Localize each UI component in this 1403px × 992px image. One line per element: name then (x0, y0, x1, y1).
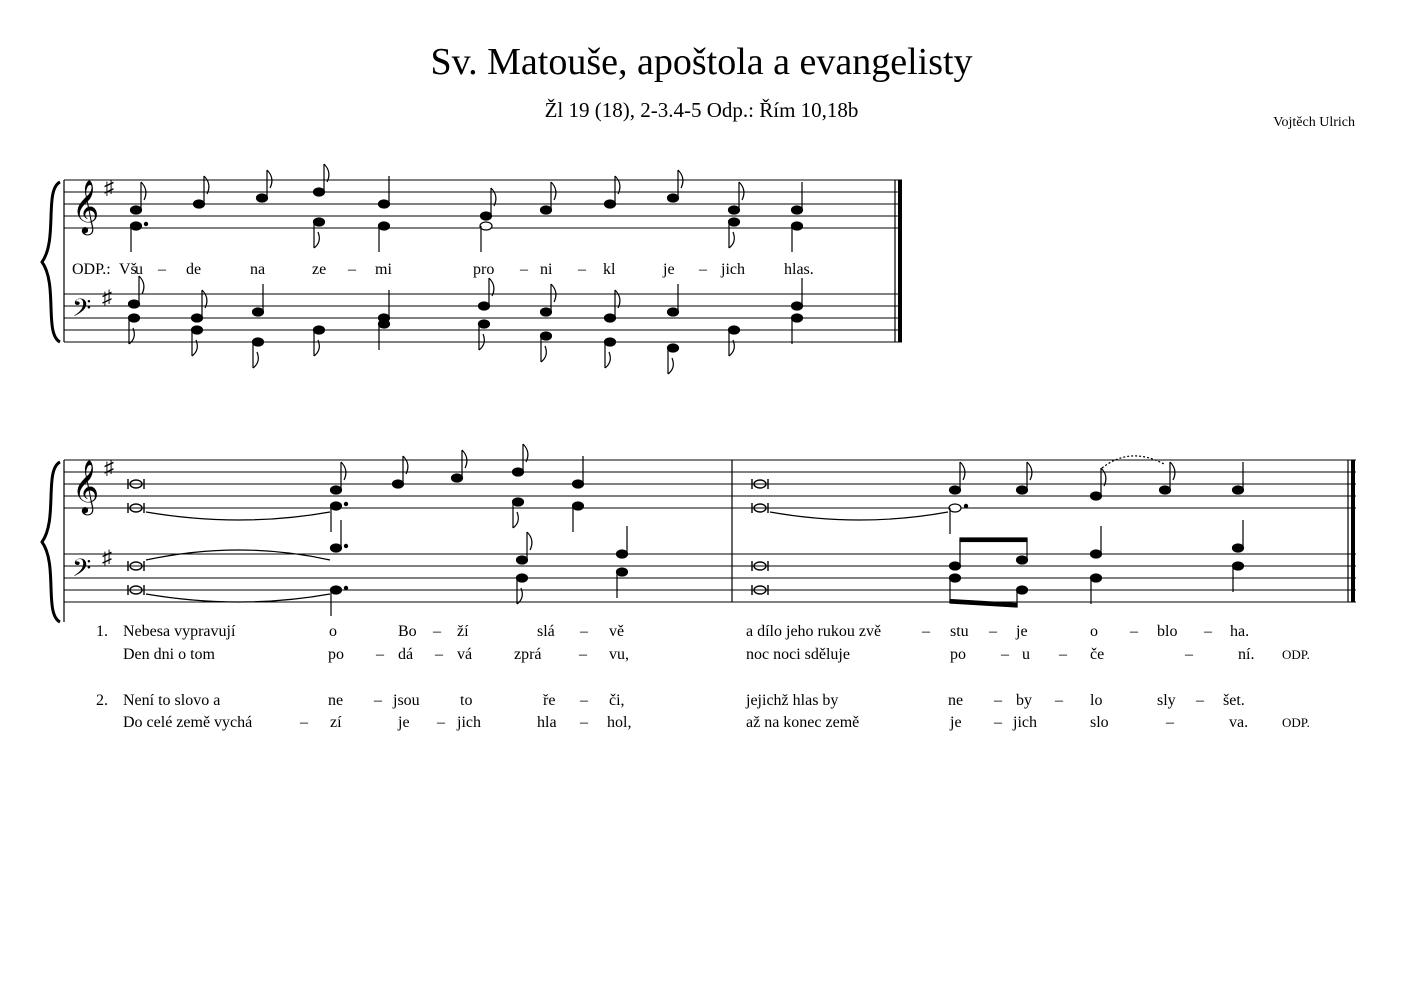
svg-text:zprá: zprá (514, 646, 542, 663)
svg-text:na: na (250, 261, 266, 278)
svg-text:–: – (578, 261, 586, 278)
verse-number: 1. (96, 623, 108, 640)
system-2 (42, 460, 1356, 622)
verse-1 (96, 623, 1310, 663)
svg-text:ží: ží (457, 623, 469, 640)
svg-text:va.: va. (1229, 714, 1249, 731)
bass-clef-icon: 𝄢 (72, 294, 92, 329)
brace (42, 182, 60, 342)
sharp-icon: ♯ (102, 547, 112, 569)
svg-text:u: u (1022, 646, 1030, 663)
svg-text:Není to slovo a: Není to slovo a (123, 692, 221, 709)
notes-treble-2 (331, 444, 1244, 534)
svg-text:–: – (994, 714, 1002, 731)
page-title: Sv. Matouše, apoštola a evangelisty (430, 41, 973, 83)
svg-text:–: – (1130, 623, 1138, 640)
svg-text:–: – (433, 623, 441, 640)
verse-number: 2. (96, 692, 108, 709)
svg-text:šet.: šet. (1223, 692, 1245, 709)
svg-text:–: – (580, 692, 588, 709)
treble-staff-1 (64, 180, 902, 228)
svg-text:–: – (1055, 692, 1063, 709)
svg-text:–: – (1196, 692, 1204, 709)
svg-text:–: – (994, 692, 1002, 709)
sharp-icon: ♯ (102, 287, 112, 309)
bass-staff-2 (64, 554, 1356, 602)
svg-text:mi: mi (375, 261, 392, 278)
svg-text:–: – (580, 623, 588, 640)
brace (42, 462, 60, 622)
psalm-reference: Žl 19 (18), 2-3.4-5 Odp.: Řím 10,18b (544, 98, 859, 122)
treble-clef-icon: 𝄞 (72, 179, 100, 233)
svg-text:–: – (1001, 646, 1009, 663)
svg-text:Bo: Bo (398, 623, 417, 640)
svg-text:–: – (699, 261, 707, 278)
notes-bass-upper-1 (129, 276, 803, 322)
svg-text:–: – (922, 623, 930, 640)
svg-text:hla: hla (537, 714, 557, 731)
svg-text:až na konec země: až na konec země (746, 714, 860, 731)
svg-text:o: o (1090, 623, 1098, 640)
composer-name: Vojtěch Ulrich (1273, 115, 1355, 130)
notes-bass-lower-1 (129, 314, 803, 374)
svg-text:jich: jich (1013, 714, 1037, 731)
response-label: ODP.: (72, 261, 111, 278)
ties (146, 456, 1164, 602)
svg-text:vá: vá (457, 646, 473, 663)
svg-text:–: – (989, 623, 997, 640)
svg-text:jsou: jsou (393, 692, 420, 709)
svg-text:vě: vě (609, 623, 625, 640)
svg-text:u: u (135, 261, 143, 278)
response-lyrics (72, 261, 814, 278)
svg-text:vu,: vu, (609, 646, 629, 663)
svg-text:Nebesa vypravují: Nebesa vypravují (123, 623, 236, 640)
svg-text:slo: slo (1090, 714, 1109, 731)
svg-text:je: je (1016, 623, 1028, 640)
svg-text:po: po (950, 646, 966, 663)
system-1 (42, 180, 902, 342)
svg-text:–: – (348, 261, 356, 278)
svg-text:dá: dá (398, 646, 414, 663)
sharp-icon: ♯ (104, 457, 114, 479)
svg-text:–: – (376, 646, 384, 663)
svg-text:zí: zí (330, 714, 342, 731)
svg-text:ne: ne (328, 692, 344, 709)
svg-text:–: – (1185, 646, 1193, 663)
svg-text:jich: jich (721, 261, 745, 278)
svg-text:jich: jich (457, 714, 481, 731)
treble-staff-2 (64, 460, 1356, 508)
svg-text:a dílo jeho rukou zvě: a dílo jeho rukou zvě (746, 623, 882, 640)
svg-text:ne: ne (948, 692, 964, 709)
svg-text:ře: ře (543, 692, 556, 709)
svg-text:či,: či, (609, 692, 625, 709)
svg-text:de: de (186, 261, 202, 278)
response-marker: ODP. (1282, 715, 1310, 730)
svg-text:jejichž hlas by: jejichž hlas by (746, 692, 839, 709)
svg-text:–: – (435, 646, 443, 663)
notes-treble-lower-1 (131, 218, 803, 252)
svg-text:blo: blo (1157, 623, 1178, 640)
bass-clef-icon: 𝄢 (72, 554, 92, 589)
svg-text:sly: sly (1157, 692, 1176, 709)
svg-text:–: – (374, 692, 382, 709)
svg-text:by: by (1016, 692, 1032, 709)
svg-text:je: je (950, 714, 962, 731)
svg-text:Den dni o tom: Den dni o tom (123, 646, 215, 663)
svg-text:po: po (328, 646, 344, 663)
svg-text:stu: stu (950, 623, 969, 640)
svg-text:–: – (580, 714, 588, 731)
svg-text:o: o (329, 623, 337, 640)
svg-text:–: – (1166, 714, 1174, 731)
svg-text:slá: slá (537, 623, 555, 640)
svg-text:ní.: ní. (1238, 646, 1255, 663)
svg-text:–: – (300, 714, 308, 731)
svg-text:hol,: hol, (607, 714, 632, 731)
svg-text:ze: ze (312, 261, 327, 278)
svg-text:–: – (579, 646, 587, 663)
svg-text:Do celé země vychá: Do celé země vychá (123, 714, 253, 731)
svg-text:ha.: ha. (1230, 623, 1250, 640)
svg-text:–: – (158, 261, 166, 278)
svg-text:kl: kl (603, 261, 616, 278)
svg-text:to: to (460, 692, 473, 709)
svg-text:je: je (663, 261, 675, 278)
svg-text:hlas.: hlas. (784, 261, 814, 278)
svg-text:Vš: Vš (119, 261, 137, 278)
svg-text:pro: pro (473, 261, 495, 278)
svg-text:noc noci sděluje: noc noci sděluje (746, 646, 850, 663)
svg-text:lo: lo (1090, 692, 1103, 709)
svg-text:je: je (398, 714, 410, 731)
response-marker: ODP. (1282, 647, 1310, 662)
sharp-icon: ♯ (104, 177, 114, 199)
treble-clef-icon: 𝄞 (72, 459, 100, 513)
svg-text:če: če (1090, 646, 1105, 663)
svg-text:ni: ni (540, 261, 553, 278)
svg-text:–: – (520, 261, 528, 278)
svg-text:–: – (1059, 646, 1067, 663)
svg-text:–: – (437, 714, 445, 731)
svg-text:–: – (1204, 623, 1212, 640)
verse-2 (96, 692, 1310, 731)
